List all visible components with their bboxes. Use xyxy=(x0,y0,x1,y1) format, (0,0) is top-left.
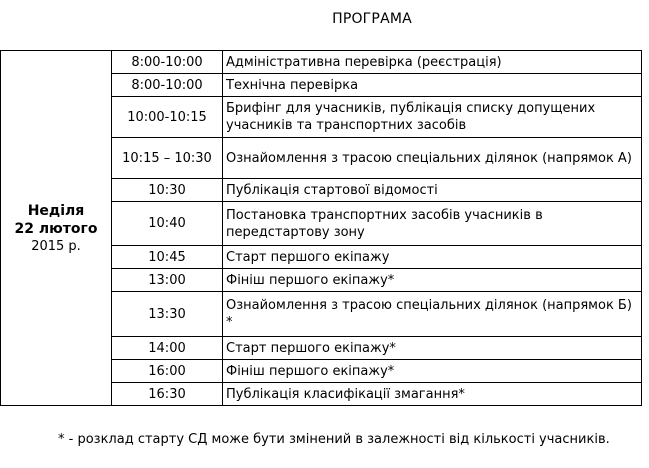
table-row xyxy=(1,51,642,74)
time-cell: 13:30 xyxy=(112,292,223,337)
event-cell: Постановка транспортних засобів учасників в передстартову зону xyxy=(223,202,642,246)
date-cell xyxy=(1,51,112,406)
time-cell: 10:15 – 10:30 xyxy=(112,138,223,179)
time-cell: 10:40 xyxy=(112,202,223,246)
date-year: 2015 р. xyxy=(31,238,81,254)
event-cell: Ознайомлення з трасою спеціальних ділянок (напрямок А) xyxy=(223,138,642,179)
footnote: * - розклад старту СД може бути змінений в залежності від кількості учасників. xyxy=(58,432,610,447)
time-cell: 8:00-10:00 xyxy=(112,51,223,74)
schedule-table xyxy=(0,50,642,406)
time-cell: 8:00-10:00 xyxy=(112,74,223,97)
event-cell: Публікація класифікації змагання* xyxy=(223,383,642,406)
time-cell: 10:00-10:15 xyxy=(112,97,223,138)
event-cell: Технічна перевірка xyxy=(223,74,642,97)
time-cell: 14:00 xyxy=(112,337,223,360)
event-cell: Фініш першого екіпажу* xyxy=(223,269,642,292)
event-cell: Ознайомлення з трасою спеціальних ділянок (напрямок Б) * xyxy=(223,292,642,337)
time-cell: 10:45 xyxy=(112,246,223,269)
event-cell: Публікація стартової відомості xyxy=(223,179,642,202)
time-cell: 13:00 xyxy=(112,269,223,292)
date-date: 22 лютого xyxy=(14,220,98,237)
event-cell: Брифінг для учасників, публікація списку допущених учасників та транспортних засобів xyxy=(223,97,642,138)
time-cell: 10:30 xyxy=(112,179,223,202)
event-cell: Старт першого екіпажу xyxy=(223,246,642,269)
time-cell: 16:30 xyxy=(112,383,223,406)
time-cell: 16:00 xyxy=(112,360,223,383)
page-title: ПРОГРАМА xyxy=(332,11,412,27)
event-cell: Старт першого екіпажу* xyxy=(223,337,642,360)
event-cell: Адміністративна перевірка (реєстрація) xyxy=(223,51,642,74)
date-day: Неділя xyxy=(27,202,85,219)
event-cell: Фініш першого екіпажу* xyxy=(223,360,642,383)
